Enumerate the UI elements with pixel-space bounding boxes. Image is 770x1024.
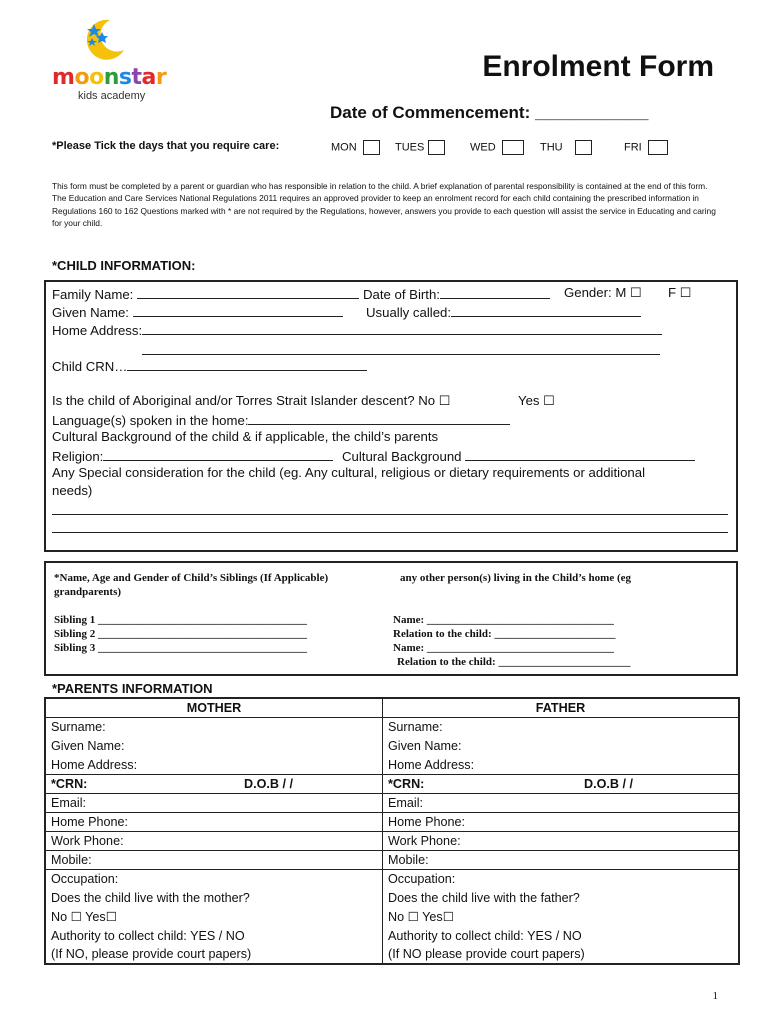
sibling-2-field[interactable]: Sibling 2 ______________________________________ (54, 628, 308, 640)
father-court-note: (If NO please provide court papers) (388, 947, 585, 961)
gender-f-checkbox[interactable]: F ☐ (668, 285, 692, 300)
father-home-address[interactable]: Home Address: (383, 756, 738, 775)
siblings-box (44, 561, 738, 676)
day-fri[interactable]: FRI (624, 140, 668, 155)
day-tues-checkbox[interactable] (428, 140, 445, 155)
father-surname[interactable]: Surname: (388, 720, 443, 734)
sibling-1-field[interactable]: Sibling 1 ______________________________________ (54, 614, 308, 626)
day-mon-checkbox[interactable] (363, 140, 380, 155)
mother-authority[interactable]: Authority to collect child: YES / NO (51, 929, 245, 943)
commencement-date-field[interactable]: Date of Commencement: ____________ (330, 103, 649, 122)
day-thu-checkbox[interactable] (575, 140, 592, 155)
logo-wordmark: moonstar (52, 65, 167, 90)
father-live-question: Does the child live with the father? (388, 891, 580, 905)
cultural-background-label: Cultural Background of the child & if applicable, the child’s parents (52, 429, 439, 444)
aboriginal-question[interactable]: Is the child of Aboriginal and/or Torres Strait Islander descent? No ☐ (52, 393, 451, 408)
sibling-3-field[interactable]: Sibling 3 ______________________________________ (54, 642, 308, 654)
father-occupation[interactable]: Occupation: (388, 872, 456, 886)
other-relation-2-field[interactable]: Relation to the child: ________________________ (397, 656, 631, 668)
father-crn-row[interactable]: *CRN: D.O.B / / (383, 775, 738, 794)
day-thu[interactable]: THU (540, 140, 592, 155)
special-consideration-label: Any Special consideration for the child (eg. Any cultural, religious or dietary requirements or additional (52, 465, 646, 480)
mother-mobile[interactable]: Mobile: (46, 851, 382, 870)
father-work-phone[interactable]: Work Phone: (383, 832, 738, 851)
other-name-1-field[interactable]: Name: __________________________________ (393, 614, 614, 626)
needs-label: needs) (52, 483, 93, 498)
special-line-1[interactable] (52, 514, 728, 515)
mother-dob[interactable]: D.O.B / / (244, 777, 293, 791)
religion-field[interactable]: Religion: (52, 446, 333, 466)
father-title: FATHER (383, 699, 738, 718)
parents-heading: *PARENTS INFORMATION (52, 681, 213, 696)
day-wed-checkbox[interactable] (502, 140, 524, 155)
father-email[interactable]: Email: (383, 794, 738, 813)
father-column (383, 699, 738, 963)
dob-field[interactable]: Date of Birth: (363, 284, 550, 304)
day-wed[interactable]: WED (470, 140, 524, 155)
father-dob[interactable]: D.O.B / / (584, 777, 633, 791)
child-info-box (44, 280, 738, 552)
home-address-field[interactable]: Home Address: (52, 320, 662, 340)
moonstar-logo (50, 14, 167, 106)
usually-called-field[interactable]: Usually called: (366, 302, 641, 322)
mother-email[interactable]: Email: (46, 794, 382, 813)
gender-field[interactable]: Gender: M ☐ (564, 285, 642, 300)
special-line-2[interactable] (52, 532, 728, 533)
other-name-2-field[interactable]: Name: __________________________________ (393, 642, 614, 654)
page-number: 1 (712, 990, 718, 1002)
other-persons-heading: any other person(s) living in the Child’s home (eg (400, 572, 632, 584)
mother-live-question: Does the child live with the mother? (51, 891, 250, 905)
mother-surname[interactable]: Surname: (51, 720, 106, 734)
mother-work-phone[interactable]: Work Phone: (46, 832, 382, 851)
mother-court-note: (If NO, please provide court papers) (51, 947, 252, 961)
father-live-checkboxes[interactable]: No ☐ Yes☐ (388, 910, 454, 924)
page-title: Enrolment Form (482, 50, 714, 83)
siblings-heading: *Name, Age and Gender of Child’s Siblings (If Applicable) (54, 572, 329, 584)
given-name-field[interactable]: Given Name: (52, 302, 343, 322)
mother-title: MOTHER (46, 699, 382, 718)
mother-column (46, 699, 382, 963)
mother-given-name[interactable]: Given Name: (51, 739, 125, 753)
mother-occupation[interactable]: Occupation: (51, 872, 119, 886)
aboriginal-yes-checkbox[interactable]: Yes ☐ (518, 393, 555, 408)
father-home-phone[interactable]: Home Phone: (383, 813, 738, 832)
mother-home-address[interactable]: Home Address: (46, 756, 382, 775)
tick-days-label: *Please Tick the days that you require care: (52, 140, 280, 152)
logo-subtitle: kids academy (78, 90, 146, 102)
other-relation-1-field[interactable]: Relation to the child: ______________________ (393, 628, 616, 640)
siblings-heading-2: grandparents) (54, 586, 122, 598)
address-line-2[interactable] (142, 354, 660, 355)
child-info-heading: *CHILD INFORMATION: (52, 258, 196, 273)
languages-field[interactable]: Language(s) spoken in the home: (52, 410, 510, 430)
day-fri-checkbox[interactable] (648, 140, 668, 155)
mother-crn-row[interactable]: *CRN: D.O.B / / (46, 775, 382, 794)
mother-home-phone[interactable]: Home Phone: (46, 813, 382, 832)
cultural-bg-field[interactable]: Cultural Background (342, 446, 695, 466)
family-name-field[interactable]: Family Name: (52, 284, 359, 304)
moon-stars-icon (80, 16, 128, 64)
father-mobile[interactable]: Mobile: (383, 851, 738, 870)
parents-table (44, 697, 740, 965)
mother-live-checkboxes[interactable]: No ☐ Yes☐ (51, 910, 117, 924)
child-crn-field[interactable]: Child CRN… (52, 356, 367, 376)
intro-paragraph: This form must be completed by a parent or guardian who has responsible in relation to the child. A brief explanation of parental responsibility is contained at the end of this form. The Education and Care Services National Regulations 2011 requires an approved provider to keep an enrolment record for each child containing the prescribed information in Regulations 160 to 162 Questions marked with * are not required by the Regulations, however, answers you provide to each question will assist the service in Educating and caring for your child. (52, 181, 716, 228)
day-mon[interactable]: MON (331, 140, 380, 155)
day-tues[interactable]: TUES (395, 140, 445, 155)
father-given-name[interactable]: Given Name: (388, 739, 462, 753)
father-authority[interactable]: Authority to collect child: YES / NO (388, 929, 582, 943)
